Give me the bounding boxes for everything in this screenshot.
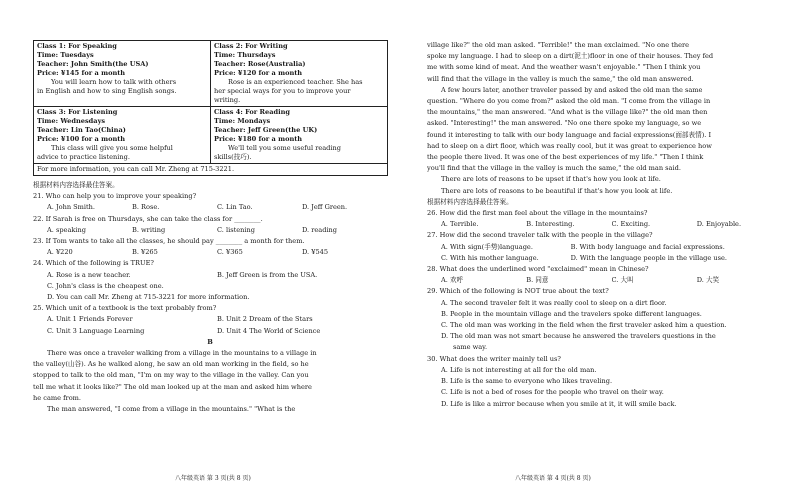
passage-line: the people there lived. It was one of the best experiences of my life." "Then I think	[427, 153, 704, 162]
instruction: 根据材料内容选择最佳答案。	[427, 197, 513, 206]
options-23: A. ¥220 B. ¥265 C. ¥365 D. ¥545	[47, 248, 329, 257]
instruction: 根据材料内容选择最佳答案。	[33, 181, 119, 189]
question-21: 21. Who can help you to improve your speaking?	[33, 192, 197, 201]
option-30b: B. Life is the same to everyone who likes traveling.	[441, 377, 613, 386]
option-29c: C. The old man was working in the field when the first traveler asked him a question.	[441, 321, 727, 330]
passage-line: asked. "Interesting!" the man answered. "No one there spoke my language, so we	[427, 119, 702, 128]
option-24d: D. You can call Mr. Zheng at 715-3221 for more information.	[47, 293, 250, 302]
question-23: 23. If Tom wants to take all the classes, he should pay ________ a month for them.	[33, 237, 305, 246]
passage-line: the mountains," the man answered. "And what is the village like?" the old man then	[427, 108, 708, 117]
options-26: A. Terrible. B. Interesting. C. Exciting. D. Enjoyable.	[441, 220, 742, 229]
question-26: 26. How did the first man feel about the village in the mountains?	[427, 209, 648, 218]
passage-line: you'll find that the village in the valley is much the same," the old man said.	[427, 164, 681, 173]
class-table	[33, 40, 388, 176]
question-22: 22. If Sarah is free on Thursdays, she can take the class for ________.	[33, 214, 263, 223]
passage-line: spoke my language. I had to sleep on a dirt(泥土)floor in one of their houses. They fed	[427, 52, 714, 61]
options-27-ab: A. With sign(手势)language. B. With body language and facial expressions.	[441, 242, 725, 251]
class-3-title: Class 3: For Listening	[37, 108, 118, 116]
passage-line: he came from.	[33, 393, 82, 402]
passage-line: had to sleep on a dirt floor, which was really cool, but it was great to experience how	[427, 141, 712, 150]
options-28: A. 欢呼 B. 同意 C. 大叫 D. 大笑	[441, 276, 720, 285]
question-25: 25. Which unit of a textbook is the text probably from?	[33, 304, 217, 313]
passage-line: found it interesting to talk with our body language and facial expressions(面部表情). I	[427, 130, 712, 139]
passage-line: stopped to talk to the old man, "I'm on my way to the village in the valley. Can you	[33, 371, 309, 380]
question-24: 24. Which of the following is TRUE?	[33, 259, 154, 268]
option-29a: A. The second traveler felt it was really cool to sleep on a dirt floor.	[441, 298, 667, 307]
options-22: A. speaking B. writing C. listening D. reading	[47, 225, 338, 234]
options-27-cd: C. With his mother language. D. With the language people in the village use.	[441, 253, 727, 262]
option-29d-cont: same way.	[453, 343, 488, 352]
class-2-cell: Class 2: For Writing Time: Thursdays Teacher: Rose(Australia) Price: ¥120 for a month Rose is an experienced teacher. She has her special ways for you to improve your writing.	[211, 41, 388, 107]
page-footer-left: 八年级英语 第 3 页(共 8 页)	[175, 475, 251, 482]
passage-line: village like?" the old man asked. "Terrible!" the man exclaimed. "No one there	[427, 41, 690, 49]
passage-line: the valley(山谷). As he walked along, he saw an old man working in the field, so he	[33, 360, 309, 369]
option-30c: C. Life is not a bed of roses for the people who travel on their way.	[441, 388, 664, 397]
passage-line: There are lots of reasons to be beautiful if that's how you look at life.	[441, 186, 673, 195]
passage-line: There was once a traveler walking from a village in the mountains to a village in	[47, 349, 317, 358]
passage-line: There are lots of reasons to be upset if that's how you look at life.	[441, 175, 661, 184]
passage-line: tell me what it looks like?" The old man looked up at the man and asked him where	[33, 382, 312, 391]
question-30: 30. What does the writer mainly tell us?	[427, 354, 561, 363]
options-25-cd: C. Unit 3 Language Learning D. Unit 4 The World of Science	[47, 326, 321, 335]
passage-line: question. "Where do you come from?" asked the old man. "I come from the village in	[427, 97, 711, 106]
class-2-title: Class 2: For Writing	[214, 42, 288, 50]
options-25-ab: A. Unit 1 Friends Forever B. Unit 2 Dream of the Stars	[47, 315, 313, 324]
passage-line: will find that the village in the valley is much the same," the old man answered.	[427, 74, 694, 83]
passage-line: The man answered, "I come from a village in the mountains." "What is the	[47, 405, 296, 414]
question-28: 28. What does the underlined word "exclaimed" mean in Chinese?	[427, 265, 649, 274]
section-b-heading: B	[207, 337, 213, 346]
class-3-cell: Class 3: For Listening Time: Wednesdays Teacher: Lin Tao(China) Price: ¥100 for a month This class will give you some helpful advice to practice listening.	[34, 107, 211, 164]
option-29b: B. People in the mountain village and the travelers spoke different languages.	[441, 309, 702, 318]
question-29: 29. Which of the following is NOT true about the text?	[427, 287, 609, 296]
option-29d: D. The old man was not smart because he answered the travelers questions in the	[441, 332, 716, 341]
option-30a: A. Life is not interesting at all for the old man.	[441, 365, 597, 374]
page-footer-right: 八年级英语 第 4 页(共 8 页)	[515, 475, 591, 482]
class-1-title: Class 1: For Speaking	[37, 42, 117, 50]
options-21: A. John Smith. B. Rose. C. Lin Tao. D. Jeff Green.	[47, 203, 348, 212]
passage-line: A few hours later, another traveler passed by and asked the old man the same	[441, 85, 703, 94]
options-24-ab: A. Rose is a new teacher. B. Jeff Green is from the USA.	[47, 270, 318, 279]
class-4-title: Class 4: For Reading	[214, 108, 291, 116]
question-27: 27. How did the second traveler talk with the people in the village?	[427, 231, 653, 240]
class-4-cell: Class 4: For Reading Time: Mondays Teacher: Jeff Green(the UK) Price: ¥180 for a month We'll tell you some useful reading skills(技巧).	[211, 107, 388, 164]
class-1-cell: Class 1: For Speaking Time: Tuesdays Teacher: John Smith(the USA) Price: ¥145 for a month You will learn how to talk with others in English and how to sing English songs.	[34, 41, 211, 107]
right-page	[397, 0, 794, 485]
option-30d: D. Life is like a mirror because when you smile at it, it will smile back.	[441, 399, 677, 408]
passage-line: me with some kind of meat. And the weather wasn't enjoyable." "Then I think you	[427, 63, 701, 72]
info-cell: For more information, you can call Mr. Zheng at 715-3221.	[34, 164, 388, 176]
option-24c: C. John's class is the cheapest one.	[47, 281, 164, 290]
